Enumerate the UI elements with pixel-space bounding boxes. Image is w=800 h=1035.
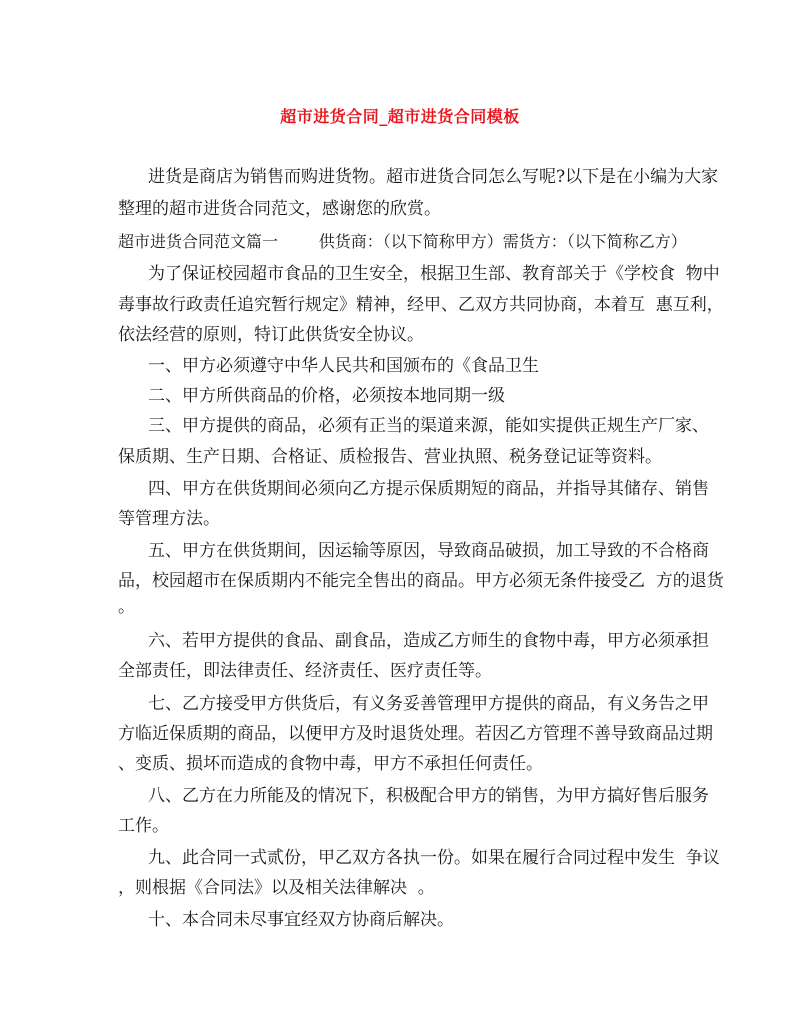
body-line: 、变质、损坏而造成的食物中毒，甲方不承担任何责任。 [118,754,543,774]
body-line: 保质期、生产日期、合格证、质检报告、营业执照、税务登记证等资料。 [118,447,662,467]
body-line: 三、甲方提供的商品，必须有正当的渠道来源，能如实提供正规生产厂家、 [148,416,709,436]
body-line: 六、若甲方提供的食品、副食品，造成乙方师生的食物中毒，甲方必须承担 [148,631,709,651]
body-line: 十、本合同未尽事宜经双方协商后解决。 [148,910,454,930]
body-line: 方临近保质期的商品，以便甲方及时退货处理。若因乙方管理不善导致商品过期 [118,724,713,744]
body-line: 整理的超市进货合同范文，感谢您的欣赏。 [118,199,441,219]
body-line: ，则根据《合同法》以及相关法律解决 。 [118,878,435,898]
body-line: 品，校园超市在保质期内不能完全售出的商品。甲方必须无条件接受乙 方的退货 [118,571,724,591]
body-line: 九、此合同一式贰份，甲乙双方各执一份。如果在履行合同过程中发生 争议 [148,848,720,868]
body-line: 七、乙方接受甲方供货后，有义务妥善管理甲方提供的商品，有义务告之甲 [148,694,709,714]
body-line: 依法经营的原则，特订此供货安全协议。 [118,325,424,345]
document-title: 超市进货合同_超市进货合同模板 [280,107,520,126]
body-line: 。 [118,597,135,617]
body-line: 八、乙方在力所能及的情况下，积极配合甲方的销售，为甲方搞好售后服务 [148,786,709,806]
body-line: 为了保证校园超市食品的卫生安全，根据卫生部、教育部关于《学校食 物中 [148,264,720,284]
body-line: 五、甲方在供货期间，因运输等原因，导致商品破损，加工导致的不合格商 [148,541,709,561]
body-line: 工作。 [118,816,169,836]
body-line: 毒事故行政责任追究暂行规定》精神，经甲、乙双方共同协商，本着互 惠互利， [118,295,724,315]
body-line: 二、甲方所供商品的价格，必须按本地同期一级 [148,386,505,406]
body-line: 一、甲方必须遵守中华人民共和国颁布的《食品卫生 [148,356,539,376]
body-line: 超市进货合同范文篇一 供货商：（以下简称甲方）需货方：（以下简称乙方） [118,232,687,251]
body-line: 等管理方法。 [118,509,220,529]
body-line: 全部责任，即法律责任、经济责任、医疗责任等。 [118,661,492,681]
body-line: 四、甲方在供货期间必须向乙方提示保质期短的商品，并指导其储存、销售 [148,479,709,499]
body-line: 进货是商店为销售而购进货物。超市进货合同怎么写呢?以下是在小编为大家 [148,167,719,187]
